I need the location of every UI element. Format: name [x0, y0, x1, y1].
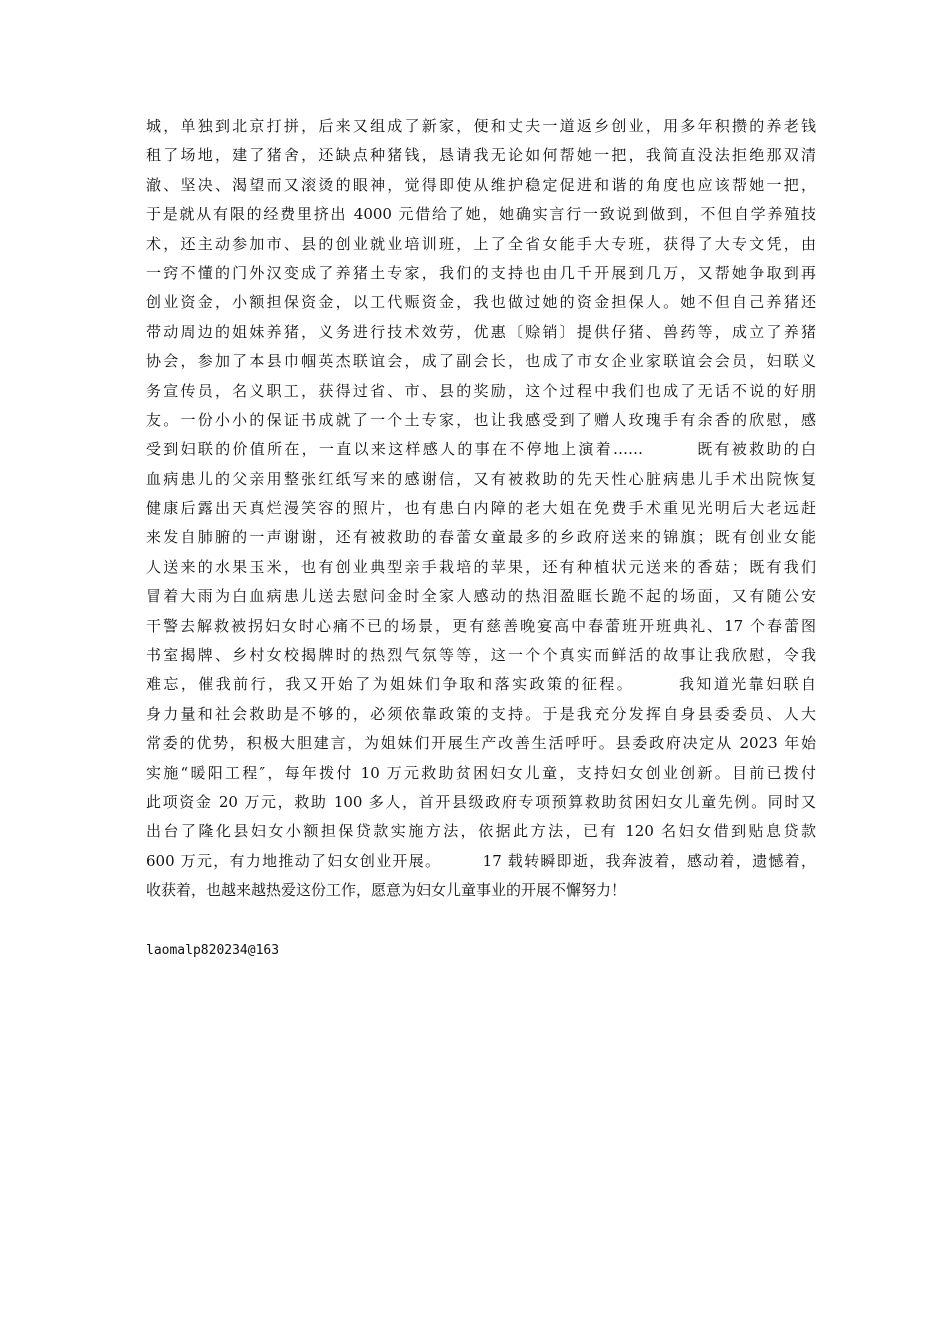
text-line-15: 来发自肺腑的一声谢谢，还有被救助的春蕾女童最多的乡政府送来的锦旗；既有创业女能: [146, 528, 816, 547]
text-line-10: 务宣传员，名义职工，获得过省、市、县的奖励，这个过程中我们也成了无话不说的好朋: [146, 381, 816, 400]
text-line-4: 于是就从有限的经费里挤出 4000 元借给了她，她确实言行一致说到做到，不但自学养殖技: [146, 205, 816, 224]
text-line-11: 友。一份小小的保证书成就了一个土专家，也让我感受到了赠人玫瑰手有余香的欣慰，感: [146, 410, 816, 429]
text-line-2: 租了场地，建了猪舍，还缺点种猪钱，恳请我无论如何帮她一把，我简直没法拒绝那双清: [146, 146, 816, 165]
text-line-1: 城，单独到北京打拼，后来又组成了新家，便和丈夫一道返乡创业，用多年积攒的养老钱: [146, 117, 816, 135]
text-line-6: 一窍不懂的门外汉变成了养猪土专家，我们的支持也由几千开展到几万，又帮她争取到再: [146, 263, 816, 282]
text-line-12: 受到妇联的价值所在，一直以来这样感人的事在不停地上演着…… 既有被救助的白: [146, 440, 816, 459]
text-line-14: 健康后露出天真烂漫笑容的照片，也有患白内障的老大姐在免费手术重见光明后大老远赶: [146, 499, 816, 518]
author-email: laomalp820234@163: [146, 943, 280, 958]
text-line-16: 人送来的水果玉米，也有创业典型亲手栽培的苹果，还有种植状元送来的香菇；既有我们: [146, 557, 816, 576]
text-line-19: 书室揭牌、乡村女校揭牌时的热烈气氛等等，这一个个真实而鲜活的故事让我欣慰，令我: [146, 646, 816, 665]
text-line-5: 术，还主动参加市、县的创业就业培训班，上了全省女能手大专班，获得了大专文凭，由: [146, 234, 816, 253]
text-line-8: 带动周边的姐妹养猪，义务进行技术效劳，优惠〔赊销〕提供仔猪、兽药等，成立了养猪: [146, 322, 816, 341]
text-line-23: 实施“暖阳工程″，每年拨付 10 万元救助贫困妇女儿童，支持妇女创业创新。目前已拨付: [146, 763, 816, 782]
text-line-25: 出台了隆化县妇女小额担保贷款实施方法，依据此方法，已有 120 名妇女借到贴息贷款: [146, 822, 816, 841]
text-line-9: 协会，参加了本县巾帼英杰联谊会，成了副会长，也成了市女企业家联谊会会员，妇联义: [146, 352, 816, 371]
text-line-22: 常委的优势，积极大胆建言，为姐妹们开展生产改善生活呼吁。县委政府决定从 2023 年始: [146, 734, 816, 753]
text-line-7: 创业资金，小额担保资金，以工代赈资金，我也做过她的资金担保人。她不但自己养猪还: [146, 293, 816, 312]
text-line-20: 难忘，催我前行，我又开始了为姐妹们争取和落实政策的征程。 我知道光靠妇联自: [146, 675, 816, 694]
text-line-27: 收获着，也越来越热爱这份工作，愿意为妇女儿童事业的开展不懈努力！: [146, 881, 627, 900]
text-line-18: 干警去解救被拐妇女时心痛不已的场景，更有慈善晚宴高中春蕾班开班典礼、17 个春蕾图: [146, 616, 816, 635]
text-line-3: 澈、坚决、渴望而又滚烫的眼神，觉得即使从维护稳定促进和谐的角度也应该帮她一把，: [146, 175, 816, 194]
text-line-17: 冒着大雨为白血病患儿送去慰问金时全家人感动的热泪盈眶长跪不起的场面，又有随公安: [146, 587, 816, 606]
body-text: [146, 112, 816, 906]
text-line-26: 600 万元，有力地推动了妇女创业开展。 17 载转瞬即逝，我奔波着，感动着，遗憾着，: [146, 851, 816, 870]
text-line-24: 此项资金 20 万元，救助 100 多人，首开县级政府专项预算救助贫困妇女儿童先例。同时又: [146, 792, 816, 811]
text-line-13: 血病患儿的父亲用整张红纸写来的感谢信，又有被救助的先天性心脏病患儿手术出院恢复: [146, 469, 816, 488]
text-line-21: 身力量和社会救助是不够的，必须依靠政策的支持。于是我充分发挥自身县委委员、人大: [146, 704, 816, 723]
